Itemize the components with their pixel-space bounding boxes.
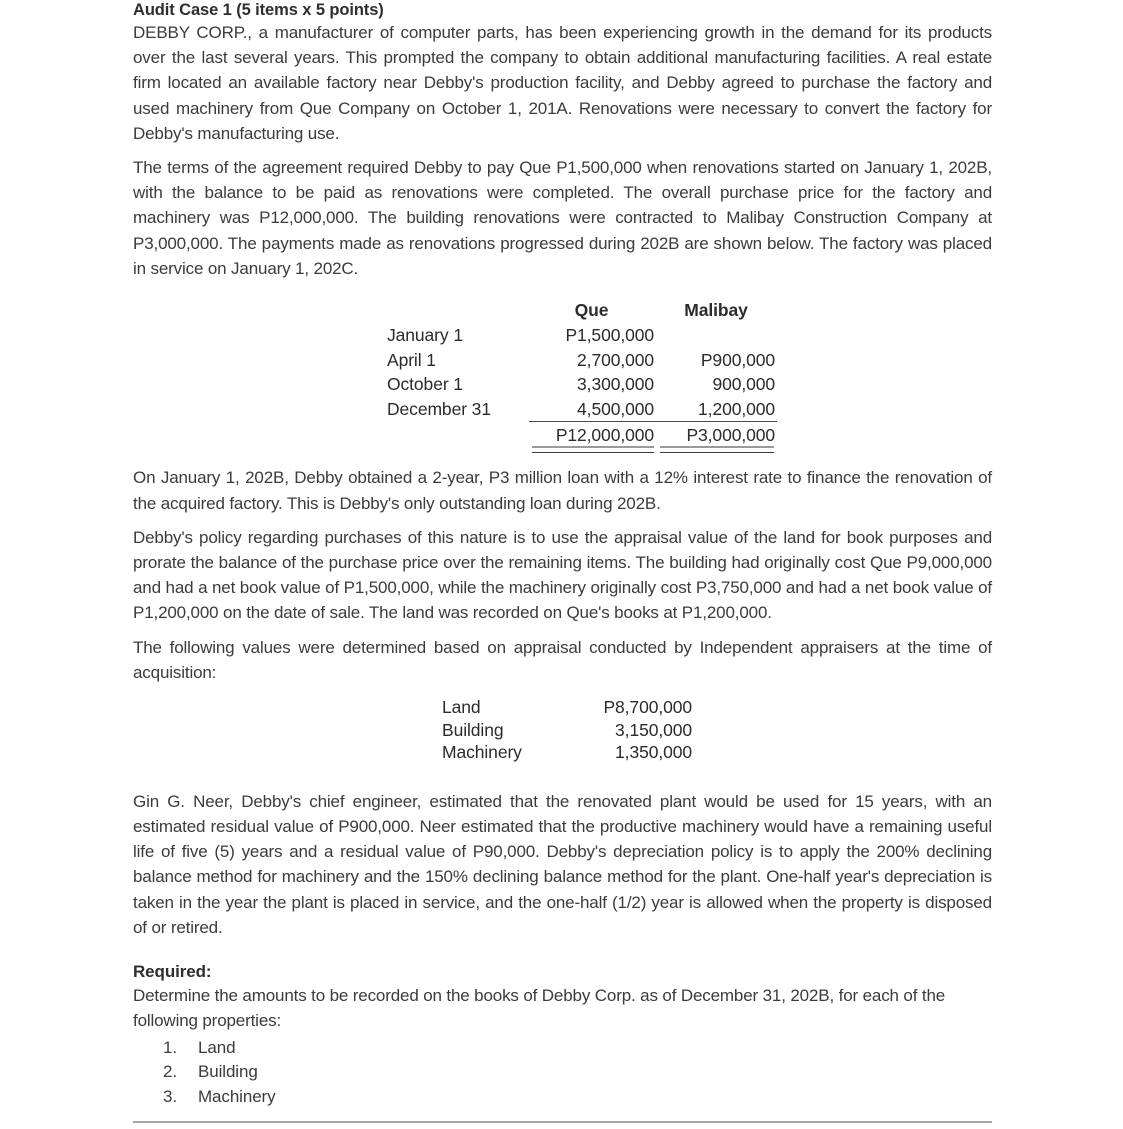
cell-total-label: [387, 422, 529, 448]
document-page: [133, 0, 992, 1109]
cell-asset-label: Building: [442, 719, 504, 740]
paragraph-appraisal-intro: The following values were determined based on appraisal conducted by Independent appraisers at the time of acquisition:: [133, 637, 992, 682]
table-row: [387, 397, 777, 422]
cell-asset-value: 3,150,000: [615, 719, 692, 740]
appraisal-values: [442, 696, 692, 764]
paragraph-agreement-terms: The terms of the agreement required Debby to pay Que P1,500,000 when renovations started on January 1, 202B, with the balance to be paid as renovations were completed. The overall purchase price for the factory and machinery was P12,000,000. The building renovations were contracted to Malibay Construction Company at P3,000,000. The payments made as renovations progressed during 202B are shown below. The factory was placed in service on January 1, 202C.: [133, 158, 992, 278]
table-row: [442, 696, 692, 719]
table-row: [442, 719, 692, 742]
cell-asset-label: Machinery: [442, 742, 522, 763]
paragraph-policy: Debby's policy regarding purchases of this nature is to use the appraisal value of the land for book purposes and prorate the balance of the purchase price over the remaining items. The building had originally cost Que P9,000,000 and had a net book value of P1,500,000, while the machinery originally cost P3,750,000 and had a net book value of P1,200,000 on the date of sale. The land was recorded on Que's books at P1,200,000.: [133, 527, 992, 623]
list-item-label: Land: [198, 1037, 236, 1057]
footer-divider: [133, 1121, 992, 1123]
payment-schedule-table: [387, 298, 787, 447]
list-item-label: Machinery: [198, 1086, 276, 1106]
cell-date: October 1: [387, 374, 463, 395]
required-instruction: Determine the amounts to be recorded on the books of Debby Corp. as of December 31, 202B, for each of the following properties:: [133, 986, 946, 1031]
cell-total-que: P12,000,000: [529, 422, 657, 448]
header-malibay: Malibay: [684, 300, 748, 321]
table-total-row: [387, 422, 777, 448]
cell-malibay: P900,000: [700, 349, 775, 370]
cell-que: P1,500,000: [565, 325, 654, 346]
case-title: Audit Case 1 (5 items x 5 points): [133, 1, 384, 19]
header-date: [387, 298, 529, 323]
appraisal-values-table: [442, 696, 992, 764]
paragraph-background: DEBBY CORP., a manufacturer of computer parts, has been experiencing growth in the demand for its products over the last several years. This prompted the company to obtain additional manufacturing facilities. A real estate firm located an available factory near Debby's production facility, and Debby agreed to purchase the factory and used machinery from Que Company on October 1, 201A. Renovations were necessary to convert the factory for Debby's manufacturing use.: [133, 23, 992, 143]
paragraph-loan: On January 1, 202B, Debby obtained a 2-year, P3 million loan with a 12% interest rate to finance the renovation of the acquired factory. This is Debby's only outstanding loan during 202B.: [133, 468, 992, 513]
list-item-number: 3.: [163, 1086, 177, 1106]
cell-que: 2,700,000: [577, 349, 654, 370]
paragraph-depreciation: Gin G. Neer, Debby's chief engineer, estimated that the renovated plant would be used for 15 years, with an estimated residual value of P900,000. Neer estimated that the productive machinery would have a remaining useful life of five (5) years and a residual value of P90,000. Debby's depreciation policy is to apply the 200% declining balance method for machinery and the 150% declining balance method for the plant. One-half year's depreciation is taken in the year the plant is placed in service, and the one-half (1/2) year is allowed when the property is disposed of or retired.: [133, 791, 992, 937]
list-item-number: 1.: [163, 1037, 177, 1057]
table-row: [442, 741, 692, 764]
cell-que: 3,300,000: [577, 374, 654, 395]
list-item-label: Building: [198, 1062, 258, 1082]
header-que: Que: [574, 300, 609, 321]
table-row: [387, 348, 777, 372]
table-header-row: [387, 298, 777, 323]
cell-asset-value: P8,700,000: [603, 697, 692, 718]
cell-malibay: 1,200,000: [698, 398, 775, 419]
required-properties-list: [133, 1036, 992, 1110]
list-item: [133, 1036, 992, 1061]
table-row: [387, 372, 777, 396]
cell-date: December 31: [387, 398, 491, 419]
required-heading: Required:: [133, 962, 212, 982]
table-row: [387, 323, 777, 347]
cell-date: January 1: [387, 325, 463, 346]
list-item: [133, 1085, 992, 1110]
cell-malibay: [657, 323, 777, 347]
cell-asset-label: Land: [442, 697, 481, 718]
cell-total-malibay: P3,000,000: [657, 422, 777, 448]
cell-que: 4,500,000: [577, 398, 654, 419]
cell-malibay: 900,000: [712, 374, 775, 395]
cell-date: April 1: [387, 349, 436, 370]
payment-schedule: [387, 298, 777, 447]
list-item-number: 2.: [163, 1062, 177, 1082]
cell-asset-value: 1,350,000: [615, 742, 692, 763]
list-item: [133, 1060, 992, 1085]
